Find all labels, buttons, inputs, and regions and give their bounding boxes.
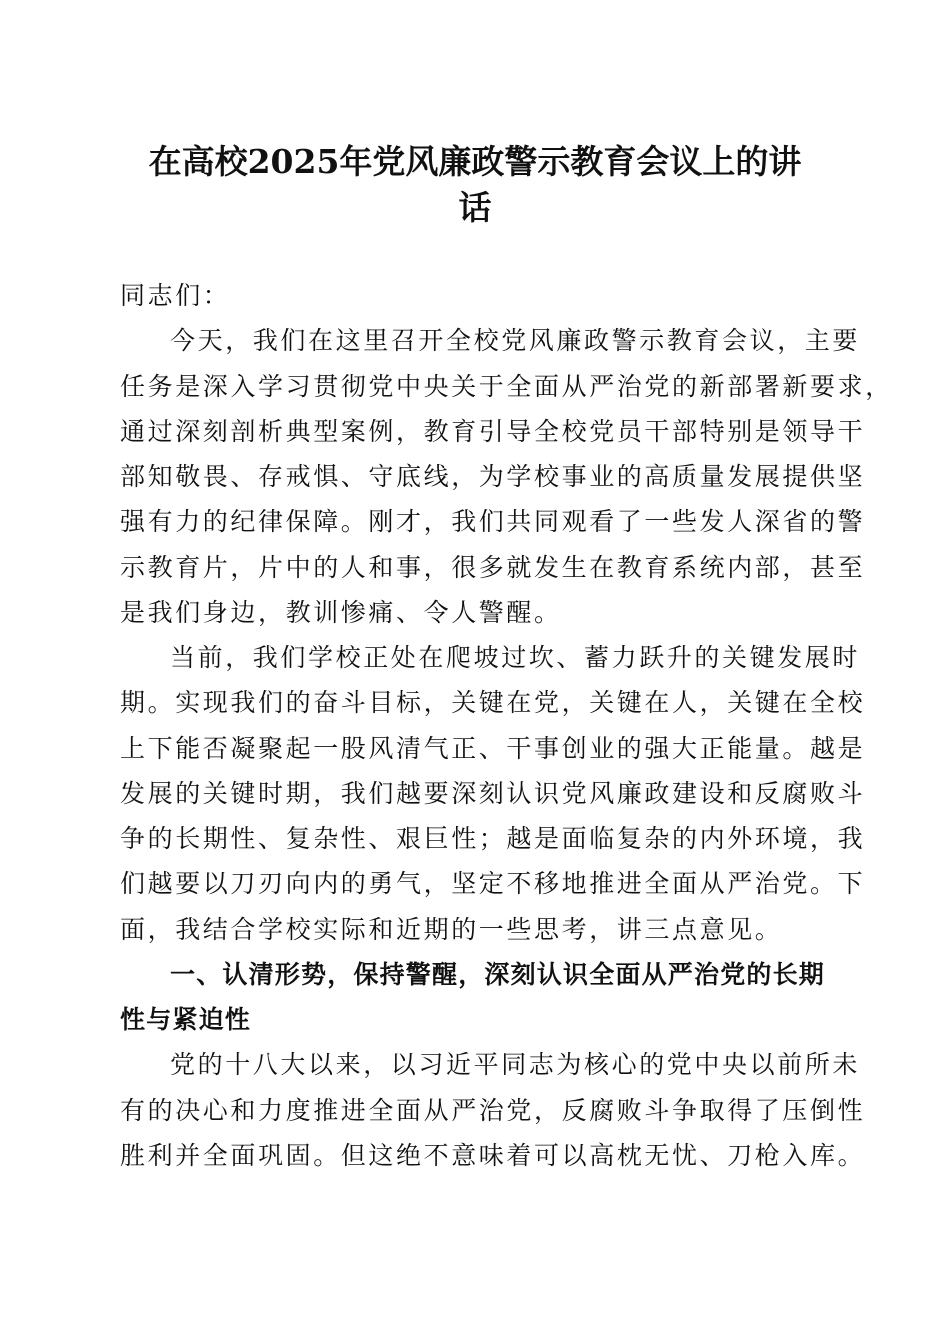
paragraph-line: 发展的关键时期，我们越要深刻认识党风廉政建设和反腐败斗 <box>120 779 866 808</box>
paragraph-line: 当前，我们学校正处在爬坡过坎、蓄力跃升的关键发展时 <box>170 643 861 672</box>
paragraph-line: 是我们身边，教训惨痛、令人警醒。 <box>120 598 562 627</box>
greeting: 同志们： <box>120 281 231 310</box>
paragraph-line: 面，我结合学校实际和近期的一些思考，讲三点意见。 <box>120 915 783 944</box>
paragraph-line: 通过深刻剖析典型案例，教育引导全校党员干部特别是领导干 <box>120 417 866 446</box>
paragraph-line: 任务是深入学习贯彻党中央关于全面从严治党的新部署新要求， <box>120 372 893 401</box>
paragraph-line: 今天，我们在这里召开全校党风廉政警示教育会议，主要 <box>170 326 861 355</box>
section-heading: 一、认清形势，保持警醒，深刻认识全面从严治党的长期 <box>170 960 826 989</box>
paragraph-line: 党的十八大以来，以习近平同志为核心的党中央以前所未 <box>170 1050 861 1079</box>
section-heading-continuation: 性与紧迫性 <box>120 1005 252 1034</box>
paragraph-line: 上下能否凝聚起一股风清气正、干事创业的强大正能量。越是 <box>120 734 866 763</box>
paragraph-line: 期。实现我们的奋斗目标，关键在党，关键在人，关键在全校 <box>120 688 866 717</box>
paragraph-line: 部知敬畏、存戒惧、守底线，为学校事业的高质量发展提供坚 <box>120 462 866 491</box>
paragraph-line: 争的长期性、复杂性、艰巨性；越是面临复杂的内外环境，我 <box>120 824 866 853</box>
paragraph-line: 胜利并全面巩固。但这绝不意味着可以高枕无忧、刀枪入库。 <box>120 1141 866 1170</box>
document-title-continuation: 话 <box>458 188 492 227</box>
paragraph-line: 有的决心和力度推进全面从严治党，反腐败斗争取得了压倒性 <box>120 1096 866 1125</box>
paragraph-line: 强有力的纪律保障。刚才，我们共同观看了一些发人深省的警 <box>120 507 866 536</box>
paragraph-line: 示教育片，片中的人和事，很多就发生在教育系统内部，甚至 <box>120 553 866 582</box>
paragraph-line: 们越要以刀刃向内的勇气，坚定不移地推进全面从严治党。下 <box>120 869 866 898</box>
document-title: 在高校2025年党风廉政警示教育会议上的讲 <box>148 142 802 181</box>
